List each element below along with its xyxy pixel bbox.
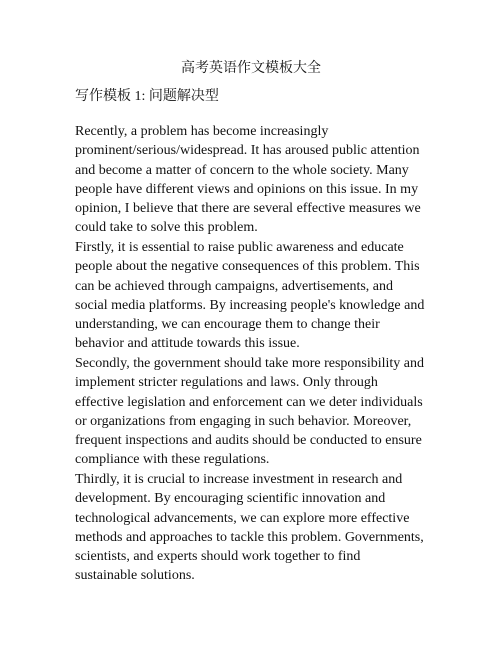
paragraph-secondly: Secondly, the government should take more responsibility and implement stricter regulations and laws. Only through effective legislation and enforcement can we deter individuals or organizations from engaging in such behavior. Moreover, frequent inspections and audits should be conducted to ensure compliance with these regulations. <box>75 356 425 468</box>
section-heading: 写作模板 1: 问题解决型 <box>75 89 219 104</box>
paragraph-firstly: Firstly, it is essential to raise public awareness and educate people about the negative consequences of this problem. This can be achieved through campaigns, advertisements, and social media platforms. By increasing people's knowledge and understanding, we can encourage them to change their behavior and attitude towards this issue. <box>75 240 425 352</box>
paragraph-thirdly: Thirdly, it is crucial to increase investment in research and development. By encouraging scientific innovation and technological advancements, we can explore more effective methods and approaches to tackle this problem. Governments, scientists, and experts should work together to find sustainable solutions. <box>75 472 424 584</box>
document-title: 高考英语作文模板大全 <box>181 61 321 76</box>
paragraph-introduction: Recently, a problem has become increasingly prominent/serious/widespread. It has aroused public attention and become a matter of concern to the whole society. Many people have different views and opinions on this issue. In my opinion, I believe that there are several effective measures we could take to solve this problem. <box>75 124 421 236</box>
